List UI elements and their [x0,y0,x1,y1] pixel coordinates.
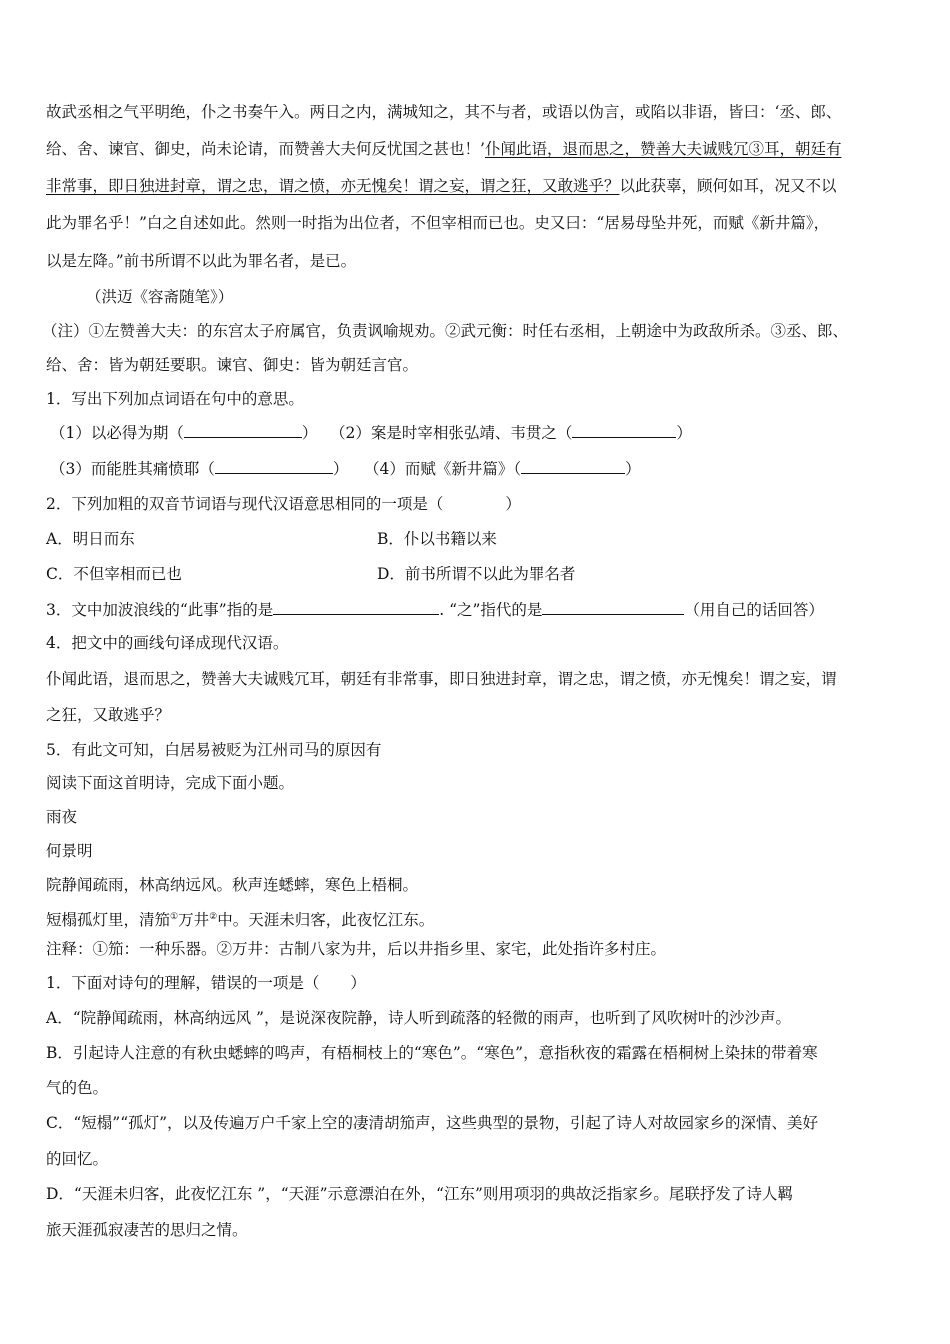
answer-blank[interactable] [273,598,439,615]
footnote-line-2: 给、舍：皆为朝廷要职。谏官、御史：皆为朝廷言官。 [46,356,419,374]
passage-text: 以此获辜，顾何如耳，况又不以 [619,177,837,195]
answer-blank[interactable] [215,457,333,474]
passage-line-1: 故武丞相之气平明绝，仆之书奏午入。两日之内，满城知之，其不与者，或语以伪言，或陷以非语，皆曰：‘丞、郎、 [46,103,842,121]
passage-line-2 [46,138,841,160]
poem-question-1-option-d[interactable]: D．“天涯未归客，此夜忆江东 ”，“天涯”示意漂泊在外，“江东”则用项羽的典故泛指家乡。尾联抒发了诗人羁 [46,1185,793,1203]
question-5-stem: 5．有此文可知，白居易被贬为江州司马的原因有 [46,741,382,759]
question-2-option-a[interactable]: A．明日而东 [46,530,135,548]
question-2-stem: 2．下列加粗的双音节词语与现代汉语意思相同的一项是（ ） [46,495,521,513]
question-1-item-3: （3）而能胜其痛愤耶（ ） [50,457,348,480]
answer-blank[interactable] [521,457,625,474]
question-2-option-c[interactable]: C．不但宰相而已也 [46,565,182,583]
poem-title: 雨夜 [46,808,78,826]
question-2-option-b[interactable]: B．仆以书籍以来 [377,530,497,548]
question-3: 3．文中加波浪线的“此事”指的是 . “之”指代的是 （用自己的话回答） [46,598,824,621]
underlined-sentence: 非常事，即日独进封章，谓之忠，谓之愤，亦无愧矣！谓之妄，谓之狂，又敢逃乎？ [46,177,620,195]
underlined-sentence: 仆闻此语，退而思之，赞善大夫诚贱冗③耳，朝廷有 [484,140,842,158]
answer-blank[interactable] [542,598,684,615]
passage-line-5: 以是左降。”前书所谓不以此为罪名者，是已。 [46,252,357,270]
poem-question-1-option-b-cont: 气的色。 [46,1079,109,1097]
passage-line-3 [46,175,837,197]
passage-source: （洪迈《容斋随笔》） [86,288,234,306]
question-4-stem: 4．把文中的画线句译成现代汉语。 [46,634,289,652]
poem-line-2: 短榻孤灯里，清笳①万井②中。天涯未归客，此夜忆江东。 [46,911,435,930]
poem-author: 何景明 [46,842,93,860]
poem-note: 注释：①笳：一种乐器。②万井：古制八家为井，后以井指乡里、家宅，此处指许多村庄。 [46,940,667,958]
poem-question-1-option-b[interactable]: B．引起诗人注意的有秋虫蟋蟀的鸣声，有梧桐枝上的“寒色”。“寒色”，意指秋夜的霜露在梧桐树上染抹的带着寒 [46,1044,818,1062]
question-4-text-line-1: 仆闻此语，退而思之，赞善大夫诚贱冗耳，朝廷有非常事，即日独进封章，谓之忠，谓之愤，亦无愧矣！谓之妄，谓 [46,670,837,688]
poem-question-1-option-c[interactable]: C．“短榻”“孤灯”，以及传遍万户千家上空的凄清胡笳声，这些典型的景物，引起了诗人对故园家乡的深情、美好 [46,1114,819,1132]
question-1-stem: 1．写出下列加点词语在句中的意思。 [46,390,304,408]
question-4-text-line-2: 之狂，又敢逃乎？ [46,706,171,724]
poem-question-1-option-c-cont: 的回忆。 [46,1150,109,1168]
question-1-item-4: （4）而赋《新井篇》（ ） [364,457,641,480]
poem-question-1-option-a[interactable]: A．“院静闻疏雨，林高纳远风 ”，是说深夜院静，诗人听到疏落的轻微的雨声，也听到了风吹树叶的沙沙声。 [46,1009,791,1027]
poem-line-1: 院静闻疏雨，林高纳远风。秋声连蟋蟀，寒色上梧桐。 [46,876,419,894]
question-1-item-1: （1）以必得为期（ ） [50,421,317,444]
poem-question-1-option-d-cont: 旅天涯孤寂凄苦的思归之情。 [46,1221,248,1239]
answer-blank[interactable] [184,421,302,438]
poem-question-1-stem: 1．下面对诗句的理解，错误的一项是（ ） [46,974,366,992]
passage-text: 给、舍、谏官、御史，尚未论请，而赞善大夫何反忧国之甚也！’ [46,140,485,158]
question-2-option-d[interactable]: D．前书所谓不以此为罪名者 [377,565,576,583]
question-1-item-2: （2）案是时宰相张弘靖、韦贯之（ ） [330,421,692,444]
answer-blank[interactable] [572,421,676,438]
footnote-line-1: （注）①左赞善大夫：的东宫太子府属官，负责讽喻规劝。②武元衡：时任右丞相，上朝途中为政敌所杀。③丞、郎、 [42,322,849,340]
passage-line-4: 此为罪名乎！”白之自述如此。然则一时指为出位者，不但宰相而已也。史又曰：“居易母坠井死，而赋《新井篇》， [46,214,830,232]
poem-intro: 阅读下面这首明诗，完成下面小题。 [46,774,295,792]
